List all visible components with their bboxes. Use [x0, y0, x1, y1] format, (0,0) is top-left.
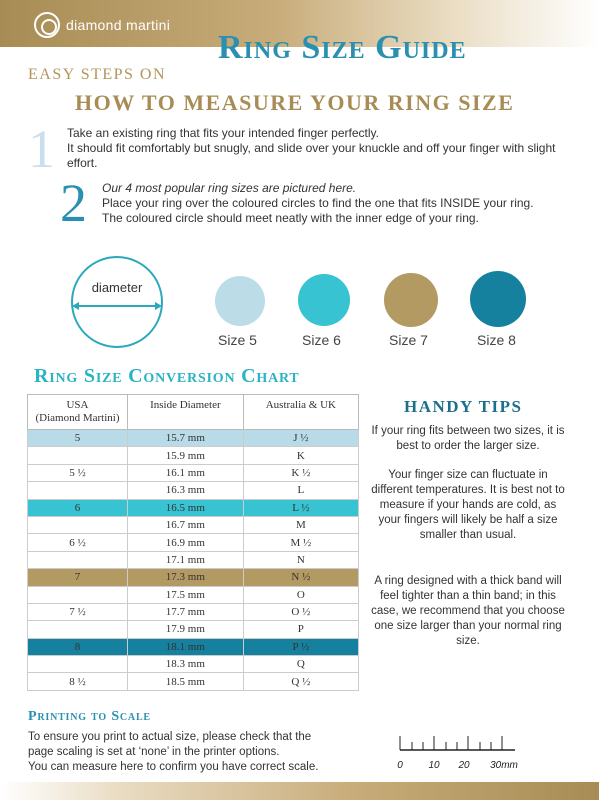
diameter-cell: 16.3 mm	[128, 482, 244, 499]
header-australia-uk: Australia & UK	[243, 395, 358, 430]
usa-cell	[28, 621, 128, 638]
diameter-cell: 17.3 mm	[128, 569, 244, 586]
step-1-line-2: It should fit comfortably but snugly, and slide over your knuckle and off your finger with slight effort.	[67, 141, 556, 170]
size-8-label: Size 8	[477, 332, 516, 348]
footer-bar	[0, 782, 599, 800]
table-row	[28, 534, 359, 551]
size-6-circle	[298, 274, 350, 326]
scale-label-20: 20	[458, 760, 470, 771]
au-uk-cell: O	[243, 586, 358, 603]
subtitle-small: EASY STEPS ON	[28, 66, 167, 83]
step-1-line-1: Take an existing ring that fits your intended finger perfectly.	[67, 126, 379, 140]
scale-label-30mm: 30mm	[490, 760, 518, 771]
usa-cell	[28, 516, 128, 533]
diameter-cell: 18.3 mm	[128, 656, 244, 673]
diameter-cell: 17.5 mm	[128, 586, 244, 603]
usa-cell: 5	[28, 430, 128, 447]
diameter-cell: 16.1 mm	[128, 464, 244, 481]
tip-2: Your finger size can fluctuate in different temperatures. It is best not to measure if your hands are cold, as your fingers will likely be half a size smaller than usual.	[371, 469, 565, 541]
usa-cell: 5 ½	[28, 464, 128, 481]
step-2-text	[102, 181, 572, 226]
subtitle-large: HOW TO MEASURE YOUR RING SIZE	[75, 90, 515, 115]
diameter-cell: 17.9 mm	[128, 621, 244, 638]
au-uk-cell: O ½	[243, 603, 358, 620]
au-uk-cell: N	[243, 551, 358, 568]
table-row	[28, 656, 359, 673]
usa-cell	[28, 482, 128, 499]
table-row	[28, 586, 359, 603]
scale-label-0: 0	[397, 760, 403, 771]
usa-cell: 6	[28, 499, 128, 516]
usa-cell: 7	[28, 569, 128, 586]
table-row	[28, 638, 359, 655]
conversion-table	[27, 394, 359, 691]
au-uk-cell: K	[243, 447, 358, 464]
usa-cell: 8	[28, 638, 128, 655]
table-row	[28, 447, 359, 464]
scale-ruler	[392, 728, 522, 773]
diameter-cell: 16.7 mm	[128, 516, 244, 533]
au-uk-cell: J ½	[243, 430, 358, 447]
handy-tips-title: HANDY TIPS	[404, 397, 523, 416]
au-uk-cell: L	[243, 482, 358, 499]
printing-line-1: To ensure you print to actual size, please check that the	[28, 731, 312, 743]
printing-line-2: page scaling is set at ‘none’ in the printer options.	[28, 746, 280, 758]
diameter-cell: 15.9 mm	[128, 447, 244, 464]
step-2-line-1: Place your ring over the coloured circles to find the one that fits INSIDE your ring.	[102, 196, 534, 210]
step-1-text	[67, 126, 567, 171]
printing-text	[28, 730, 358, 775]
usa-cell: 7 ½	[28, 603, 128, 620]
table-row	[28, 516, 359, 533]
usa-cell: 8 ½	[28, 673, 128, 690]
diamond-logo-icon	[34, 12, 60, 38]
conversion-chart-title: Ring Size Conversion Chart	[34, 365, 300, 387]
ring-diameter-diagram	[65, 250, 175, 360]
header-usa	[28, 395, 128, 430]
au-uk-cell: Q	[243, 656, 358, 673]
size-7-circle	[384, 273, 438, 327]
diameter-cell: 17.7 mm	[128, 603, 244, 620]
au-uk-cell: P ½	[243, 638, 358, 655]
size-6-label: Size 6	[302, 332, 341, 348]
size-7-label: Size 7	[389, 332, 428, 348]
table-row	[28, 603, 359, 620]
table-row	[28, 499, 359, 516]
au-uk-cell: K ½	[243, 464, 358, 481]
brand-logo	[34, 12, 170, 38]
usa-cell	[28, 586, 128, 603]
size-5-label: Size 5	[218, 332, 257, 348]
table-row	[28, 430, 359, 447]
step-1-number: 1	[28, 119, 55, 179]
step-2-number: 2	[60, 173, 87, 233]
ring-outline	[72, 257, 162, 347]
diameter-cell: 16.9 mm	[128, 534, 244, 551]
size-5-circle	[215, 276, 265, 326]
au-uk-cell: L ½	[243, 499, 358, 516]
table-row	[28, 621, 359, 638]
usa-cell: 6 ½	[28, 534, 128, 551]
au-uk-cell: N ½	[243, 569, 358, 586]
table-row	[28, 551, 359, 568]
table-row	[28, 673, 359, 690]
au-uk-cell: P	[243, 621, 358, 638]
header-usa-line-2: (Diamond Martini)	[35, 412, 120, 424]
header-usa-line-1: USA	[66, 399, 89, 411]
usa-cell	[28, 551, 128, 568]
au-uk-cell: M	[243, 516, 358, 533]
size-8-circle	[470, 271, 526, 327]
diameter-cell: 18.5 mm	[128, 673, 244, 690]
diameter-cell: 17.1 mm	[128, 551, 244, 568]
step-2-intro: Our 4 most popular ring sizes are pictured here.	[102, 181, 357, 195]
table-row	[28, 569, 359, 586]
tip-3: A ring designed with a thick band will feel tighter than a thin band; in this case, we recommend that you choose one size larger than your normal ring size.	[371, 575, 565, 647]
au-uk-cell: M ½	[243, 534, 358, 551]
printing-line-3: You can measure here to confirm you have correct scale.	[28, 761, 319, 773]
usa-cell	[28, 656, 128, 673]
usa-cell	[28, 447, 128, 464]
table-header-row	[28, 395, 359, 430]
header-inside-diameter: Inside Diameter	[128, 395, 244, 430]
printing-title: Printing to Scale	[28, 709, 151, 724]
tip-1: If your ring fits between two sizes, it is best to order the larger size.	[371, 425, 565, 452]
page-title: Ring Size Guide	[218, 29, 467, 66]
diameter-cell: 16.5 mm	[128, 499, 244, 516]
table-row	[28, 464, 359, 481]
au-uk-cell: Q ½	[243, 673, 358, 690]
diameter-cell: 18.1 mm	[128, 638, 244, 655]
table-row	[28, 482, 359, 499]
brand-name: diamond martini	[66, 17, 171, 33]
step-2-line-2: The coloured circle should meet neatly with the inner edge of your ring.	[102, 211, 479, 225]
scale-label-10: 10	[428, 760, 440, 771]
diameter-cell: 15.7 mm	[128, 430, 244, 447]
diameter-label: diameter	[91, 280, 143, 295]
